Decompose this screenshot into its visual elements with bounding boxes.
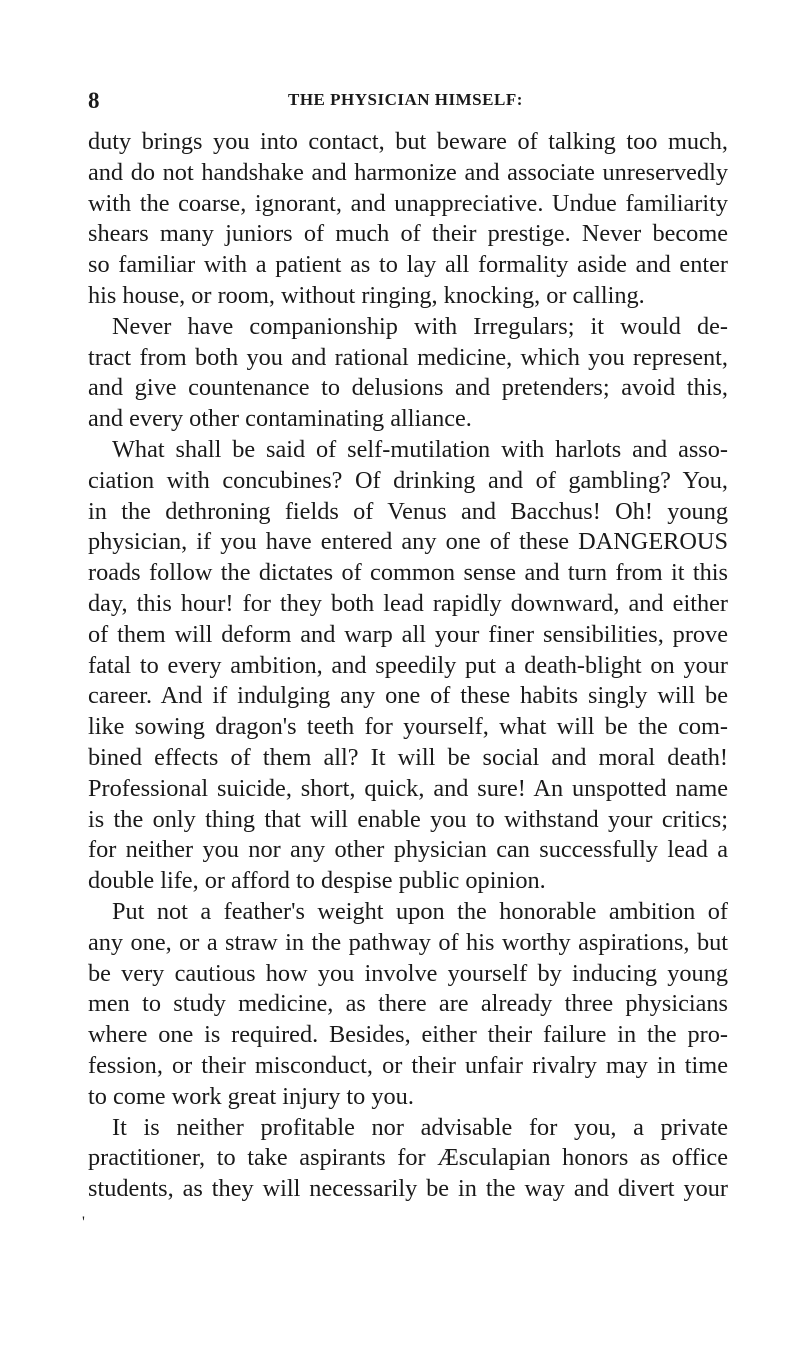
text-line: physician, if you have entered any one of these DANGEROUS: [88, 528, 728, 556]
text-line: Never have companionship with Irregulars; it would de-: [112, 312, 728, 340]
text-line: be very cautious how you involve yourself by inducing young: [88, 959, 728, 987]
text-line: and every other contaminating alliance.: [88, 405, 472, 433]
text-line: bined effects of them all? It will be social and moral death!: [88, 743, 728, 771]
text-line: men to study medicine, as there are already three physicians: [88, 990, 728, 1018]
text-line: and give countenance to delusions and pretenders; avoid this,: [88, 374, 728, 402]
text-line: his house, or room, without ringing, knocking, or calling.: [88, 281, 645, 309]
text-line: where one is required. Besides, either their failure in the pro-: [88, 1021, 728, 1049]
text-line: of them will deform and warp all your finer sensibilities, prove: [88, 620, 728, 648]
body-text: [88, 127, 728, 1205]
text-line: roads follow the dictates of common sense and turn from it this: [88, 559, 728, 587]
text-line: duty brings you into contact, but beware of talking too much,: [88, 128, 728, 155]
text-line: with the coarse, ignorant, and unappreciative. Undue familiarity: [88, 189, 728, 217]
text-line: tract from both you and rational medicine, which you represent,: [88, 343, 728, 371]
text-line: like sowing dragon's teeth for yourself, what will be the com-: [88, 713, 728, 741]
text-line: It is neither profitable nor advisable for you, a private: [112, 1113, 728, 1141]
text-line: in the dethroning fields of Venus and Bacchus! Oh! young: [88, 497, 728, 525]
text-line: and do not handshake and harmonize and associate unreservedly: [88, 158, 728, 186]
text-line: students, as they will necessarily be in the way and divert your: [88, 1175, 728, 1203]
text-line: What shall be said of self-mutilation with harlots and asso-: [112, 435, 728, 463]
text-line: career. And if indulging any one of these habits singly will be: [88, 682, 728, 710]
text-line: fatal to every ambition, and speedily put a death-blight on your: [88, 651, 728, 679]
text-line: day, this hour! for they both lead rapidly downward, and either: [88, 589, 728, 617]
text-line: for neither you nor any other physician can successfully lead a: [88, 836, 728, 864]
text-line: is the only thing that will enable you to withstand your critics;: [88, 805, 728, 833]
text-line: Professional suicide, short, quick, and sure! An unspotted name: [88, 774, 728, 802]
text-line: ciation with concubines? Of drinking and of gambling? You,: [88, 466, 728, 494]
text-line: practitioner, to take aspirants for Æsculapian honors as office: [88, 1144, 728, 1172]
page-number: 8: [88, 88, 100, 113]
text-line: double life, or afford to despise public opinion.: [88, 867, 546, 895]
running-title: THE PHYSICIAN HIMSELF:: [288, 90, 523, 109]
text-line: shears many juniors of much of their prestige. Never become: [88, 220, 728, 248]
text-line: Put not a feather's weight upon the honorable ambition of: [112, 897, 728, 925]
margin-mark: ': [82, 1214, 85, 1231]
text-line: fession, or their misconduct, or their unfair rivalry may in time: [88, 1051, 728, 1079]
text-line: to come work great injury to you.: [88, 1082, 414, 1110]
text-line: any one, or a straw in the pathway of his worthy aspirations, but: [88, 928, 728, 956]
text-line: so familiar with a patient as to lay all formality aside and enter: [88, 251, 728, 279]
running-head: [88, 88, 728, 118]
